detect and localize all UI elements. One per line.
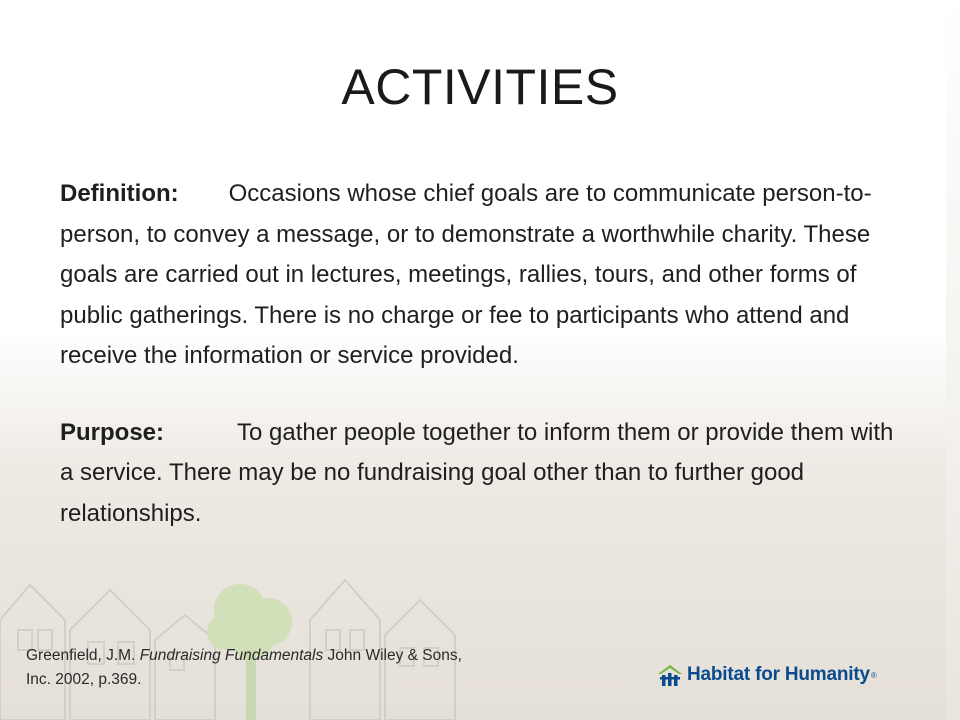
purpose-text: To gather people together to inform them or provide them with a service. There may be no fundraising goal other than to further good relationships. xyxy=(60,418,894,527)
definition-text: Occasions whose chief goals are to communicate person-to-person, to convey a message, or to demonstrate a worthwhile charity. These goals are carried out in lectures, meetings, rallies, tours, and other forms of public gatherings. There is no charge or fee to participants who attend and receive the information or service provided. xyxy=(60,180,872,369)
citation xyxy=(26,644,466,692)
logo-text: Habitat for Humanity xyxy=(687,664,870,685)
habitat-house-people-icon xyxy=(657,663,683,687)
habitat-for-humanity-logo xyxy=(657,660,877,690)
citation-suffix: John Wiley & Sons, Inc. 2002, p.369. xyxy=(26,647,462,688)
citation-prefix: Greenfield, J.M. xyxy=(26,647,140,664)
logo-registered-mark: ® xyxy=(870,670,877,680)
slide-body xyxy=(60,174,910,570)
slide-title: ACTIVITIES xyxy=(341,59,619,115)
definition-paragraph xyxy=(60,174,910,377)
citation-book-title: Fundraising Fundamentals xyxy=(139,647,324,664)
purpose-paragraph xyxy=(60,413,910,535)
purpose-label: Purpose: xyxy=(60,418,165,446)
houses-background-illustration xyxy=(0,560,480,720)
definition-label: Definition: xyxy=(60,180,179,207)
